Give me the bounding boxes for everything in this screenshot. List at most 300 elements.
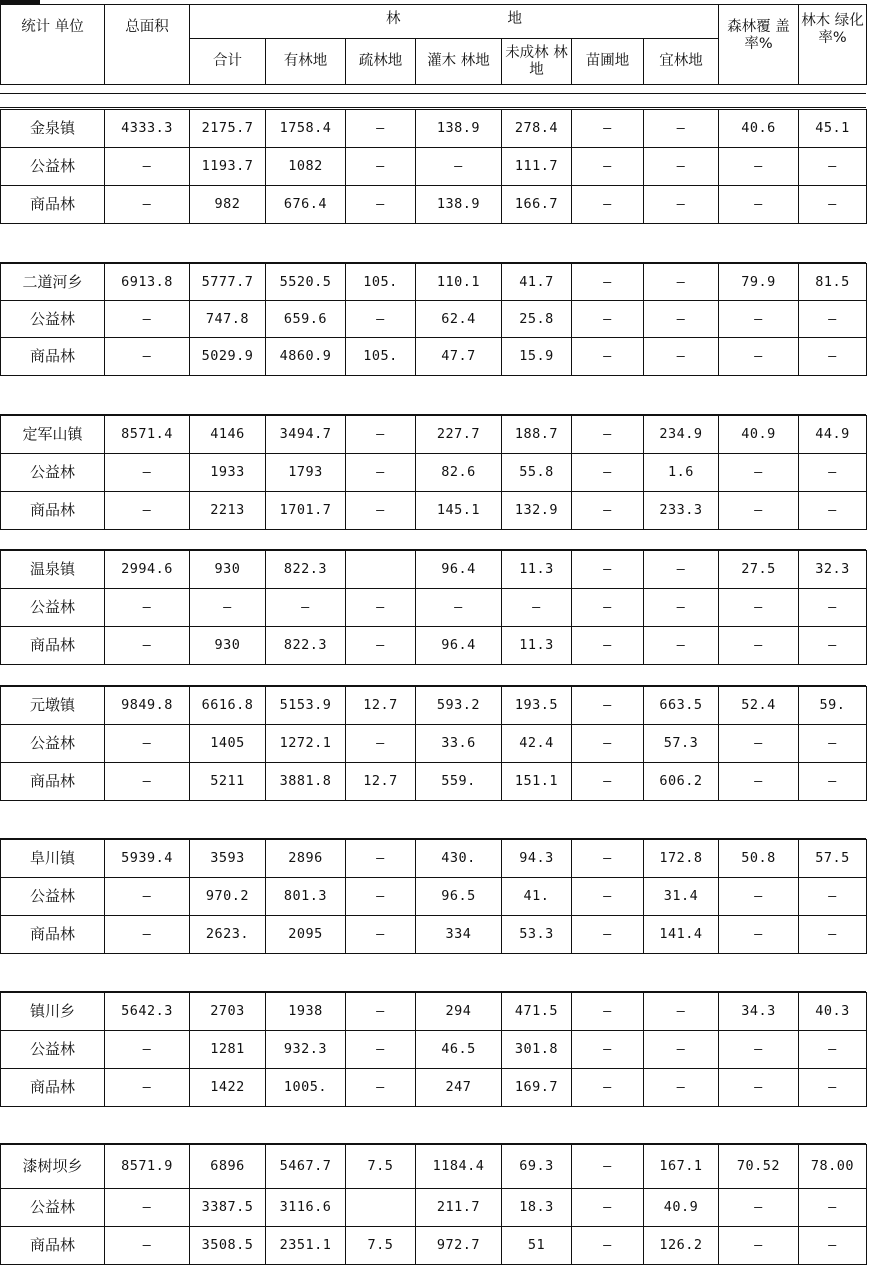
cell-shrub: 96.4 [416, 627, 502, 665]
cell-suitable: — [644, 148, 719, 186]
cell-subtotal: 1193.7 [190, 148, 266, 186]
cell-shrub: 211.7 [416, 1189, 502, 1227]
cell-shrub: 430. [416, 840, 502, 878]
cell-sparse: — [346, 454, 416, 492]
cell-coverage: — [719, 916, 799, 954]
cell-stocked: 2896 [266, 840, 346, 878]
cell-sparse: — [346, 993, 416, 1031]
cell-nursery: — [572, 763, 644, 801]
region-block [0, 415, 867, 530]
cell-total-area: — [105, 492, 190, 530]
cell-subtotal: 5211 [190, 763, 266, 801]
cell-subtotal: 3508.5 [190, 1227, 266, 1265]
cell-suitable: 234.9 [644, 416, 719, 454]
header-nursery: 苗圃地 [572, 39, 644, 85]
cell-coverage: 27.5 [719, 551, 799, 589]
cell-unit: 商品林 [1, 763, 105, 801]
cell-shrub: 247 [416, 1069, 502, 1107]
cell-suitable: 172.8 [644, 840, 719, 878]
cell-coverage: 34.3 [719, 993, 799, 1031]
cell-nursery: — [572, 492, 644, 530]
cell-subtotal: 930 [190, 627, 266, 665]
cell-total-area: 5939.4 [105, 840, 190, 878]
cell-nursery: — [572, 301, 644, 338]
cell-sparse: — [346, 1069, 416, 1107]
cell-greening: — [799, 589, 867, 627]
cell-unit: 商品林 [1, 338, 105, 376]
cell-unit: 镇川乡 [1, 993, 105, 1031]
cell-subtotal: 2703 [190, 993, 266, 1031]
cell-unit: 公益林 [1, 725, 105, 763]
cell-nursery: — [572, 264, 644, 301]
cell-total-area: 8571.9 [105, 1145, 190, 1189]
table-row [1, 264, 867, 301]
cell-nursery: — [572, 110, 644, 148]
cell-total-area: 6913.8 [105, 264, 190, 301]
cell-nursery: — [572, 687, 644, 725]
cell-total-area: — [105, 454, 190, 492]
cell-suitable: 606.2 [644, 763, 719, 801]
cell-sparse: — [346, 916, 416, 954]
header-unit: 统计 单位 [1, 5, 105, 85]
cell-sparse: — [346, 148, 416, 186]
cell-stocked: 822.3 [266, 551, 346, 589]
cell-stocked: 3881.8 [266, 763, 346, 801]
cell-total-area: — [105, 589, 190, 627]
cell-young: 51 [502, 1227, 572, 1265]
cell-greening: — [799, 492, 867, 530]
cell-unit: 商品林 [1, 1227, 105, 1265]
table-row [1, 551, 867, 589]
cell-sparse [346, 1189, 416, 1227]
cell-total-area: — [105, 186, 190, 224]
cell-stocked: 659.6 [266, 301, 346, 338]
cell-shrub: 559. [416, 763, 502, 801]
cell-shrub: 294 [416, 993, 502, 1031]
cell-stocked: 932.3 [266, 1031, 346, 1069]
cell-unit: 商品林 [1, 627, 105, 665]
cell-subtotal: 5029.9 [190, 338, 266, 376]
cell-shrub: 593.2 [416, 687, 502, 725]
cell-greening: 40.3 [799, 993, 867, 1031]
cell-stocked: 1082 [266, 148, 346, 186]
table-row [1, 840, 867, 878]
cell-shrub: 227.7 [416, 416, 502, 454]
cell-stocked: 3116.6 [266, 1189, 346, 1227]
cell-subtotal: 6896 [190, 1145, 266, 1189]
cell-total-area: — [105, 878, 190, 916]
cell-nursery: — [572, 416, 644, 454]
cell-suitable: — [644, 993, 719, 1031]
cell-stocked: 4860.9 [266, 338, 346, 376]
cell-nursery: — [572, 1145, 644, 1189]
cell-suitable: 57.3 [644, 725, 719, 763]
cell-nursery: — [572, 993, 644, 1031]
cell-stocked: 5153.9 [266, 687, 346, 725]
section-rule [0, 107, 866, 108]
cell-subtotal: 4146 [190, 416, 266, 454]
cell-sparse: — [346, 301, 416, 338]
cell-stocked: 3494.7 [266, 416, 346, 454]
cell-coverage: — [719, 301, 799, 338]
cell-total-area: — [105, 1227, 190, 1265]
cell-young: 132.9 [502, 492, 572, 530]
cell-sparse [346, 551, 416, 589]
cell-total-area: — [105, 763, 190, 801]
cell-coverage: 50.8 [719, 840, 799, 878]
cell-sparse: 12.7 [346, 763, 416, 801]
cell-sparse: — [346, 627, 416, 665]
cell-suitable: 31.4 [644, 878, 719, 916]
cell-sparse: — [346, 840, 416, 878]
cell-nursery: — [572, 916, 644, 954]
table-header [0, 4, 867, 85]
cell-shrub: 62.4 [416, 301, 502, 338]
cell-unit: 公益林 [1, 1031, 105, 1069]
header-total-area: 总面积 [105, 5, 190, 85]
table-row [1, 186, 867, 224]
cell-shrub: 82.6 [416, 454, 502, 492]
cell-greening: — [799, 1069, 867, 1107]
cell-shrub: 96.5 [416, 878, 502, 916]
cell-young: 471.5 [502, 993, 572, 1031]
cell-greening: — [799, 301, 867, 338]
table-row [1, 1145, 867, 1189]
cell-unit: 商品林 [1, 186, 105, 224]
cell-subtotal: 930 [190, 551, 266, 589]
cell-coverage: 79.9 [719, 264, 799, 301]
cell-sparse: — [346, 416, 416, 454]
header-young-forest: 未成林 林地 [502, 39, 572, 85]
cell-shrub: 110.1 [416, 264, 502, 301]
cell-shrub: 96.4 [416, 551, 502, 589]
cell-greening: 44.9 [799, 416, 867, 454]
section-rule [0, 93, 866, 94]
cell-nursery: — [572, 551, 644, 589]
cell-total-area: — [105, 725, 190, 763]
cell-nursery: — [572, 338, 644, 376]
table-row [1, 627, 867, 665]
cell-young: 42.4 [502, 725, 572, 763]
region-block [0, 109, 867, 224]
cell-subtotal: 982 [190, 186, 266, 224]
cell-nursery: — [572, 1227, 644, 1265]
cell-total-area: 8571.4 [105, 416, 190, 454]
header-subtotal: 合计 [190, 39, 266, 85]
cell-shrub: 47.7 [416, 338, 502, 376]
cell-nursery: — [572, 186, 644, 224]
cell-subtotal: 1281 [190, 1031, 266, 1069]
table-row [1, 338, 867, 376]
cell-subtotal: 747.8 [190, 301, 266, 338]
table-row [1, 1227, 867, 1265]
cell-unit: 公益林 [1, 148, 105, 186]
cell-young: 94.3 [502, 840, 572, 878]
cell-sparse: — [346, 1031, 416, 1069]
header-forest-land: 林 地 [190, 5, 719, 39]
cell-unit: 二道河乡 [1, 264, 105, 301]
cell-stocked: 1938 [266, 993, 346, 1031]
table-row [1, 492, 867, 530]
table-row [1, 878, 867, 916]
cell-greening: 45.1 [799, 110, 867, 148]
cell-stocked: 801.3 [266, 878, 346, 916]
cell-greening: — [799, 763, 867, 801]
cell-suitable: — [644, 1031, 719, 1069]
cell-total-area: — [105, 1069, 190, 1107]
cell-young: 11.3 [502, 627, 572, 665]
table-row [1, 301, 867, 338]
cell-sparse: — [346, 589, 416, 627]
cell-nursery: — [572, 1031, 644, 1069]
region-block [0, 839, 867, 954]
cell-nursery: — [572, 1069, 644, 1107]
cell-greening: — [799, 916, 867, 954]
cell-young: 166.7 [502, 186, 572, 224]
cell-sparse: — [346, 878, 416, 916]
cell-total-area: 9849.8 [105, 687, 190, 725]
cell-greening: — [799, 186, 867, 224]
cell-nursery: — [572, 454, 644, 492]
cell-greening: — [799, 338, 867, 376]
cell-coverage: — [719, 148, 799, 186]
header-stocked-forest: 有林地 [266, 39, 346, 85]
cell-subtotal: 1933 [190, 454, 266, 492]
cell-stocked: 2095 [266, 916, 346, 954]
table-row [1, 725, 867, 763]
cell-nursery: — [572, 627, 644, 665]
cell-suitable: — [644, 551, 719, 589]
cell-stocked: 1793 [266, 454, 346, 492]
table-row [1, 416, 867, 454]
cell-shrub: 138.9 [416, 110, 502, 148]
cell-unit: 漆树坝乡 [1, 1145, 105, 1189]
cell-sparse: — [346, 492, 416, 530]
cell-unit: 公益林 [1, 878, 105, 916]
cell-suitable: — [644, 1069, 719, 1107]
cell-greening: — [799, 1227, 867, 1265]
cell-young: 188.7 [502, 416, 572, 454]
header-greening-rate: 林木 绿化 率% [799, 5, 867, 85]
cell-stocked: 1758.4 [266, 110, 346, 148]
cell-shrub: 972.7 [416, 1227, 502, 1265]
cell-coverage: 40.9 [719, 416, 799, 454]
cell-greening: 81.5 [799, 264, 867, 301]
cell-sparse: — [346, 725, 416, 763]
cell-suitable: 141.4 [644, 916, 719, 954]
cell-shrub: 334 [416, 916, 502, 954]
cell-nursery: — [572, 725, 644, 763]
region-block [0, 686, 867, 801]
cell-subtotal: 6616.8 [190, 687, 266, 725]
cell-unit: 温泉镇 [1, 551, 105, 589]
cell-total-area: — [105, 1031, 190, 1069]
cell-total-area: 2994.6 [105, 551, 190, 589]
cell-coverage: — [719, 627, 799, 665]
cell-young: 18.3 [502, 1189, 572, 1227]
cell-shrub: — [416, 148, 502, 186]
cell-total-area: — [105, 338, 190, 376]
table-row [1, 589, 867, 627]
cell-young: — [502, 589, 572, 627]
table-row [1, 687, 867, 725]
cell-coverage: — [719, 1031, 799, 1069]
cell-stocked: 5520.5 [266, 264, 346, 301]
cell-suitable: — [644, 589, 719, 627]
cell-shrub: 1184.4 [416, 1145, 502, 1189]
cell-unit: 定军山镇 [1, 416, 105, 454]
cell-nursery: — [572, 148, 644, 186]
cell-suitable: — [644, 264, 719, 301]
cell-suitable: 663.5 [644, 687, 719, 725]
table-row [1, 454, 867, 492]
cell-shrub: 33.6 [416, 725, 502, 763]
cell-coverage: — [719, 763, 799, 801]
table-row [1, 1069, 867, 1107]
cell-greening: — [799, 878, 867, 916]
cell-subtotal: 3387.5 [190, 1189, 266, 1227]
cell-unit: 公益林 [1, 589, 105, 627]
cell-coverage: 40.6 [719, 110, 799, 148]
cell-young: 169.7 [502, 1069, 572, 1107]
cell-coverage: 52.4 [719, 687, 799, 725]
cell-young: 41.7 [502, 264, 572, 301]
cell-suitable: — [644, 338, 719, 376]
cell-shrub: 46.5 [416, 1031, 502, 1069]
cell-coverage: — [719, 492, 799, 530]
cell-unit: 金泉镇 [1, 110, 105, 148]
cell-subtotal: 2175.7 [190, 110, 266, 148]
cell-young: 53.3 [502, 916, 572, 954]
cell-total-area: — [105, 148, 190, 186]
cell-greening: — [799, 627, 867, 665]
cell-suitable: 233.3 [644, 492, 719, 530]
cell-sparse: 105. [346, 264, 416, 301]
cell-greening: 78.00 [799, 1145, 867, 1189]
cell-suitable: 1.6 [644, 454, 719, 492]
cell-young: 41. [502, 878, 572, 916]
cell-stocked: 1272.1 [266, 725, 346, 763]
cell-stocked: 5467.7 [266, 1145, 346, 1189]
cell-stocked: — [266, 589, 346, 627]
table-row [1, 1189, 867, 1227]
cell-total-area: — [105, 1189, 190, 1227]
cell-unit: 公益林 [1, 1189, 105, 1227]
header-forest-coverage: 森林覆 盖率% [719, 5, 799, 85]
table-row [1, 1031, 867, 1069]
cell-coverage: — [719, 1189, 799, 1227]
cell-stocked: 1005. [266, 1069, 346, 1107]
cell-greening: 59. [799, 687, 867, 725]
header-sparse-forest: 疏林地 [346, 39, 416, 85]
cell-young: 15.9 [502, 338, 572, 376]
cell-young: 151.1 [502, 763, 572, 801]
cell-nursery: — [572, 878, 644, 916]
cell-young: 301.8 [502, 1031, 572, 1069]
cell-coverage: 70.52 [719, 1145, 799, 1189]
cell-greening: 57.5 [799, 840, 867, 878]
header-suitable-land: 宜林地 [644, 39, 719, 85]
cell-nursery: — [572, 589, 644, 627]
cell-subtotal: 2213 [190, 492, 266, 530]
cell-subtotal: 1405 [190, 725, 266, 763]
cell-young: 25.8 [502, 301, 572, 338]
cell-suitable: 40.9 [644, 1189, 719, 1227]
cell-young: 55.8 [502, 454, 572, 492]
cell-unit: 公益林 [1, 454, 105, 492]
cell-sparse: — [346, 110, 416, 148]
cell-stocked: 1701.7 [266, 492, 346, 530]
cell-coverage: — [719, 186, 799, 224]
header-shrub-forest: 灌木 林地 [416, 39, 502, 85]
cell-total-area: — [105, 301, 190, 338]
cell-young: 69.3 [502, 1145, 572, 1189]
table-row [1, 148, 867, 186]
region-block [0, 1144, 867, 1265]
region-block [0, 550, 867, 665]
cell-subtotal: 1422 [190, 1069, 266, 1107]
table-row [1, 993, 867, 1031]
cell-total-area: 4333.3 [105, 110, 190, 148]
cell-shrub: — [416, 589, 502, 627]
cell-subtotal: 3593 [190, 840, 266, 878]
cell-coverage: — [719, 1227, 799, 1265]
cell-subtotal: 5777.7 [190, 264, 266, 301]
cell-stocked: 822.3 [266, 627, 346, 665]
cell-young: 111.7 [502, 148, 572, 186]
cell-coverage: — [719, 338, 799, 376]
cell-young: 278.4 [502, 110, 572, 148]
cell-greening: — [799, 148, 867, 186]
cell-greening: — [799, 725, 867, 763]
region-block [0, 263, 867, 376]
cell-young: 193.5 [502, 687, 572, 725]
cell-unit: 商品林 [1, 492, 105, 530]
cell-nursery: — [572, 1189, 644, 1227]
cell-suitable: 126.2 [644, 1227, 719, 1265]
cell-suitable: — [644, 186, 719, 224]
cell-unit: 阜川镇 [1, 840, 105, 878]
table-row [1, 763, 867, 801]
cell-total-area: — [105, 916, 190, 954]
cell-coverage: — [719, 589, 799, 627]
cell-coverage: — [719, 725, 799, 763]
cell-stocked: 676.4 [266, 186, 346, 224]
region-block [0, 992, 867, 1107]
cell-unit: 商品林 [1, 1069, 105, 1107]
cell-suitable: — [644, 110, 719, 148]
cell-coverage: — [719, 454, 799, 492]
cell-sparse: 12.7 [346, 687, 416, 725]
cell-subtotal: 970.2 [190, 878, 266, 916]
cell-sparse: 105. [346, 338, 416, 376]
cell-greening: — [799, 1031, 867, 1069]
cell-suitable: 167.1 [644, 1145, 719, 1189]
cell-sparse: 7.5 [346, 1227, 416, 1265]
cell-unit: 元墩镇 [1, 687, 105, 725]
cell-shrub: 138.9 [416, 186, 502, 224]
cell-shrub: 145.1 [416, 492, 502, 530]
cell-nursery: — [572, 840, 644, 878]
cell-total-area: — [105, 627, 190, 665]
cell-suitable: — [644, 301, 719, 338]
cell-greening: — [799, 1189, 867, 1227]
cell-unit: 公益林 [1, 301, 105, 338]
cell-coverage: — [719, 878, 799, 916]
cell-sparse: 7.5 [346, 1145, 416, 1189]
cell-unit: 商品林 [1, 916, 105, 954]
cell-sparse: — [346, 186, 416, 224]
